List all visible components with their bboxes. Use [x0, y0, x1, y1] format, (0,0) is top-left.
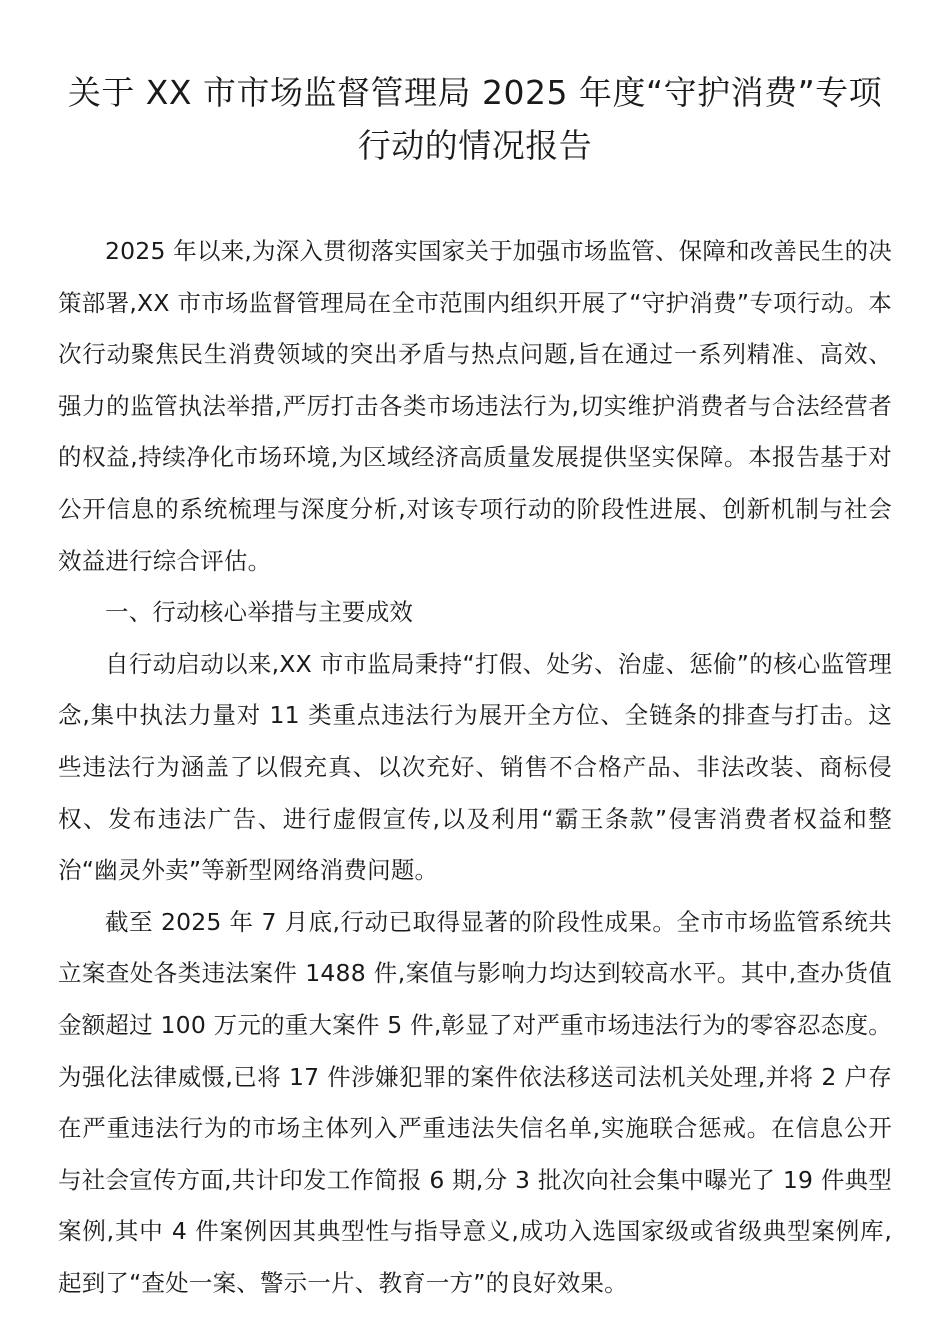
results-paragraph: 截至 2025 年 7 月底,行动已取得显著的阶段性成果。全市市场监管系统共立案查处各类违法案件 1488 件,案值与影响力均达到较高水平。其中,查办货值金额超过 100 万元的重大案件 5 件,彰显了对严重市场违法行为的零容忍态度。为强化法律威慑,已将 17 件涉嫌犯罪的案件依法移送司法机关处理,并将 2 户存在严重违法行为的市场主体列入严重违法失信名单,实施联合惩戒。在信息公开与社会宣传方面,共计印发工作简报 6 期,分 3 批次向社会集中曝光了 19 件典型案例,其中 4 件案例因其典型性与指导意义,成功入选国家级或省级典型案例库,起到了“查处一案、警示一片、教育一方”的良好效果。 — [58, 907, 892, 1297]
document-title: 关于 XX 市市场监督管理局 2025 年度“守护消费”专项行动的情况报告 — [67, 73, 883, 165]
measures-paragraph: 自行动启动以来,XX 市市监局秉持“打假、处劣、治虚、惩偷”的核心监管理念,集中执法力量对 11 类重点违法行为展开全方位、全链条的排查与打击。这些违法行为涵盖了以假充真、以次充好、销售不合格产品、非法改装、商标侵权、发布违法广告、进行虚假宣传,以及利用“霸王条款”侵害消费者权益和整治“幽灵外卖”等新型网络消费问题。 — [58, 649, 892, 885]
document-body — [58, 226, 892, 1309]
section-heading: 一、行动核心举措与主要成效 — [105, 598, 414, 627]
intro-paragraph: 2025 年以来,为深入贯彻落实国家关于加强市场监管、保障和改善民生的决策部署,XX 市市场监督管理局在全市范围内组织开展了“守护消费”专项行动。本次行动聚焦民生消费领域的突出矛盾与热点问题,旨在通过一系列精准、高效、强力的监管执法举措,严厉打击各类市场违法行为,切实维护消费者与合法经营者的权益,持续净化市场环境,为区域经济高质量发展提供坚实保障。本报告基于对公开信息的系统梳理与深度分析,对该专项行动的阶段性进展、创新机制与社会效益进行综合评估。 — [58, 237, 892, 575]
